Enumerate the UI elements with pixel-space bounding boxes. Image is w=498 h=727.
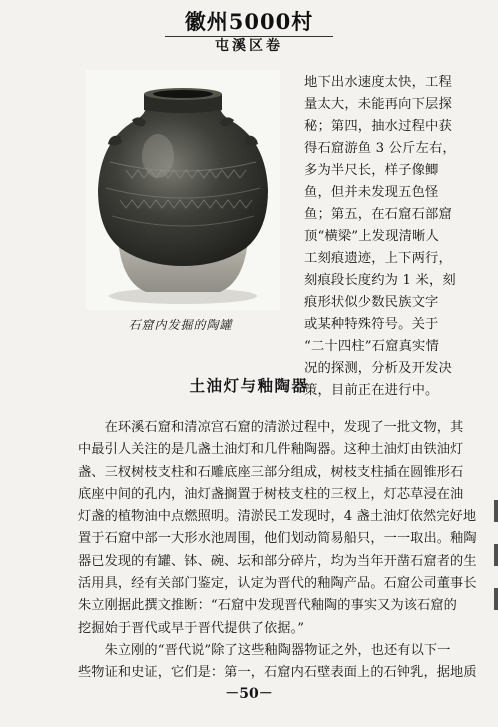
scan-edge-marks (494, 500, 498, 610)
figure-caption: 石窟内发掘的陶罐 (128, 318, 233, 332)
body-paragraphs (78, 417, 477, 685)
side-text-line: 量太大，未能再向下层探 (304, 97, 452, 112)
body-text-line: 底座中间的孔内，油灯盏搁置于树枝支柱的三杈上，灯芯草浸在油 (78, 486, 464, 502)
jar-photo (86, 70, 280, 310)
running-header (0, 8, 498, 60)
side-text-line: 刻痕段长度约为 1 米，刻 (304, 273, 456, 288)
side-text-line: 顶“横梁”上发现清晰人 (304, 229, 439, 244)
body-text-line: 盏、三杈树枝支柱和石雕底座三部分组成，树枝支柱插在圆锥形石 (78, 464, 464, 480)
side-text-line: “二十四柱”石窟真实情 (304, 339, 439, 354)
body-text-line: 中最引人关注的是几盏土油灯和几件釉陶器。这种土油灯由铁油灯 (78, 442, 464, 458)
volume-title: 屯溪区卷 (215, 38, 283, 54)
body-text-line: 灯盏的植物油中点燃照明。清淤民工发现时，4 盏土油灯依然完好地 (78, 509, 477, 525)
side-text-line: 痕形状似少数民族文字 (304, 295, 439, 310)
body-text-line: 器已发现的有罐、钵、碗、坛和部分碎片，均为当年开凿石窟者的生 (78, 553, 477, 569)
section-heading: 土油灯与釉陶器 (189, 376, 309, 395)
glazed-jar-image (86, 70, 280, 310)
body-text-line: 挖掘始于晋代或早于晋代提供了依据。” (78, 620, 305, 636)
side-text-line: 或某种特殊符号。关于 (304, 317, 439, 332)
body-text-line: 朱立刚的“晋代说”除了这些釉陶器物证之外，也还有以下一 (78, 642, 451, 658)
side-text-line: 多为半尺长，样子像鲫 (304, 163, 439, 178)
side-text-line: 策，目前正在进行中。 (304, 383, 439, 398)
side-text-line: 鱼，但并未发现五色怪 (304, 185, 439, 200)
body-text-line: 置于石窟中部一大形水池周围，他们划动简易船只，一一取出。釉陶 (78, 531, 477, 547)
header-rule (165, 36, 333, 37)
side-text-line: 鱼；第五，在石窟石部窟 (304, 207, 452, 222)
jar-figure (78, 70, 283, 350)
side-column-text (304, 72, 464, 402)
body-text-line: 些物证和史证，它们是：第一，石窟内石壁表面上的石钟乳，据地质 (78, 665, 477, 681)
body-text-line: 在环溪石窟和清凉宫石窟的清淤过程中，发现了一批文物，其 (78, 420, 464, 435)
side-text-line: 地下出水速度太快，工程 (304, 75, 452, 90)
page-number: －50－ (225, 686, 273, 702)
body-text-line: 朱立刚据此撰文推断：“石窟中发现晋代釉陶的事实又为该石窟的 (78, 598, 457, 614)
side-text-line: 工刻痕遗迹，上下两行， (304, 251, 452, 266)
side-text-line: 秘；第四，抽水过程中获 (304, 119, 452, 134)
body-text-line: 活用具，经有关部门鉴定，认定为晋代的釉陶产品。石窟公司董事长 (78, 576, 477, 592)
series-title: 徽州5000村 (184, 9, 314, 34)
side-text-line: 得石窟游鱼 3 公斤左右， (304, 141, 456, 156)
side-text-line: 况的探测，分析及开发决 (304, 361, 452, 376)
